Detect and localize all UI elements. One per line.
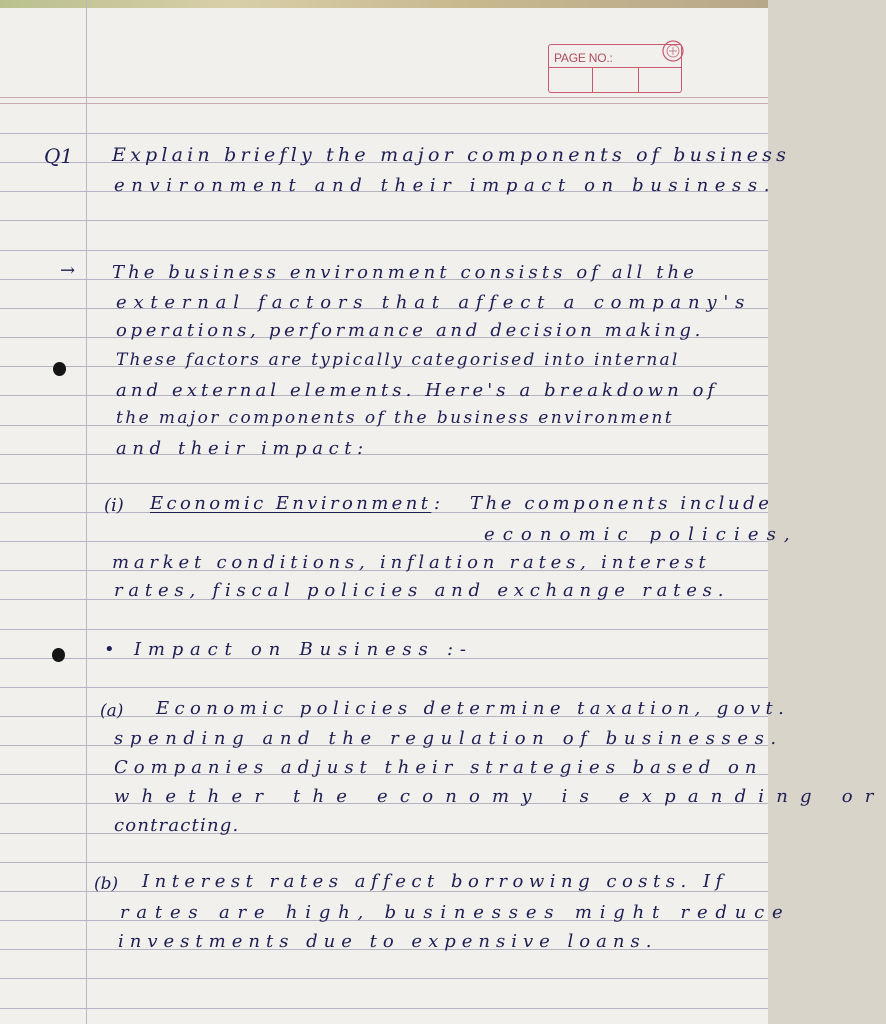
section-heading: Economic Environment — [150, 493, 432, 514]
point-line: rates are high, businesses might reduce — [120, 902, 791, 923]
section-marker: (i) — [104, 495, 124, 516]
section-line: market conditions, inflation rates, interest — [112, 552, 711, 573]
header-line-2 — [0, 103, 768, 104]
header-line-1 — [0, 97, 768, 98]
page-number-cell-divider — [592, 67, 593, 92]
section-intro: The components include — [470, 493, 773, 514]
point-line: Companies adjust their strategies based on — [114, 757, 763, 778]
impact-label: • Impact on Business :- — [104, 639, 473, 660]
section-line: rates, fiscal policies and exchange rates. — [114, 580, 730, 601]
question-line: environment and their impact on business. — [114, 175, 777, 196]
point-line: Economic policies determine taxation, govt. — [156, 698, 790, 719]
answer-line: The business environment consists of all the — [112, 262, 698, 283]
punch-hole-bottom — [52, 648, 65, 662]
answer-line: external factors that affect a company's — [116, 292, 752, 313]
notebook-logo-icon — [661, 39, 685, 63]
point-line: spending and the regulation of businesses. — [114, 728, 783, 749]
point-line: investments due to expensive loans. — [118, 931, 658, 952]
answer-line: and their impact: — [116, 438, 369, 459]
answer-line: These factors are typically categorised into internal — [116, 350, 680, 370]
page-number-label: PAGE NO.: — [554, 51, 613, 65]
question-line: Explain briefly the major components of business — [112, 144, 791, 166]
question-number: Q1 — [44, 144, 74, 168]
answer-line: and external elements. Here's a breakdown of — [116, 380, 719, 401]
answer-line: the major components of the business environment — [116, 408, 674, 428]
point-marker: (a) — [100, 701, 124, 721]
section-heading-colon: : — [434, 493, 441, 514]
page-number-divider — [549, 67, 681, 68]
page-number-cell-divider — [638, 67, 639, 92]
margin-line — [86, 0, 87, 1024]
section-line: economic policies, — [484, 524, 798, 545]
page-number-box — [548, 44, 682, 93]
point-marker: (b) — [94, 874, 119, 894]
answer-line: operations, performance and decision making. — [116, 320, 705, 341]
point-line: whether the economy is expanding or — [114, 786, 886, 807]
point-line: contracting. — [114, 815, 240, 836]
answer-arrow: → — [60, 260, 76, 281]
punch-hole-top — [53, 362, 66, 376]
point-line: Interest rates affect borrowing costs. If — [142, 871, 728, 892]
